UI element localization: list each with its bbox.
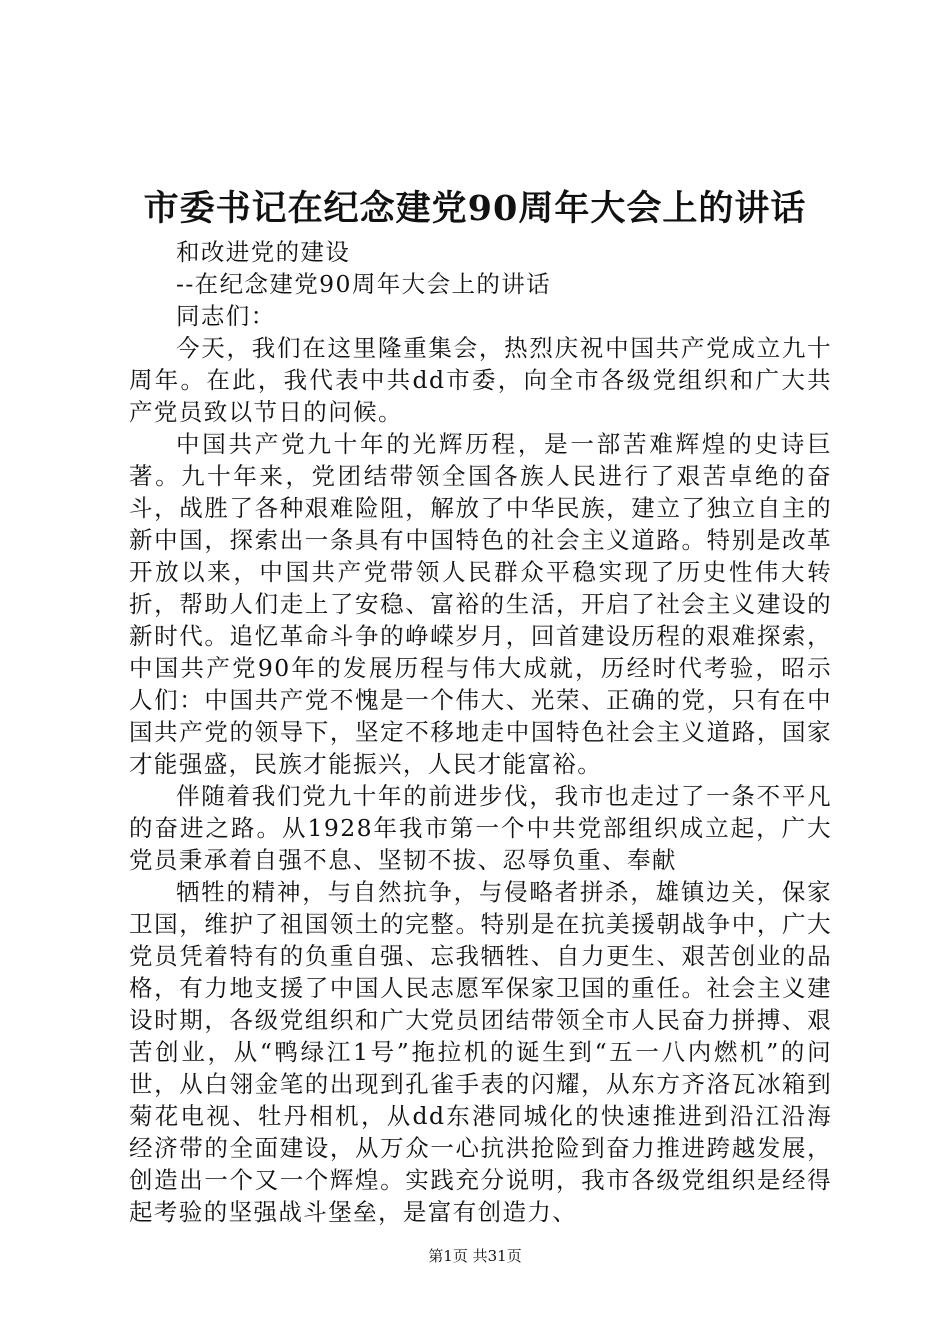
- page-total: 共31页: [472, 1247, 522, 1265]
- document-title: 市委书记在纪念建党90周年大会上的讲话: [143, 188, 807, 229]
- paragraph: 今天，我们在这里隆重集会，热烈庆祝中国共产党成立九十周年。在此，我代表中共dd市委，向全市各级党组织和广大共产党员致以节日的问候。: [129, 334, 832, 426]
- document-body: [129, 236, 832, 1228]
- paragraph: 伴随着我们党九十年的前进步伐，我市也走过了一条不平凡的奋进之路。从1928年我市第一个中共党部组织成立起，广大党员秉承着自强不息、坚韧不拔、忍辱负重、奉献: [129, 782, 832, 874]
- paragraph: 和改进党的建设: [176, 238, 351, 266]
- paragraph: 牺牲的精神，与自然抗争，与侵略者拼杀，雄镇边关，保家卫国，维护了祖国领土的完整。特别是在抗美援朝战争中，广大党员凭着特有的负重自强、忘我牺牲、自力更生、艰苦创业的品格，有力地支援了中国人民志愿军保家卫国的重任。社会主义建设时期，各级党组织和广大党员团结带领全市人民奋力拼搏、艰苦创业，从“鸭绿江1号”拖拉机的诞生到“五一八内燃机”的问世，从白翎金笔的出现到孔雀手表的闪耀，从东方齐洛瓦冰箱到菊花电视、牡丹相机，从dd东港同城化的快速推进到沿江沿海经济带的全面建设，从万众一心抗洪抢险到奋力推进跨越发展，创造出一个又一个辉煌。实践充分说明，我市各级党组织是经得起考验的坚强战斗堡垒，是富有创造力、: [129, 878, 832, 1226]
- paragraph: 同志们：: [176, 302, 276, 330]
- paragraph: --在纪念建党90周年大会上的讲话: [176, 270, 552, 298]
- paragraph: 中国共产党九十年的光辉历程，是一部苦难辉煌的史诗巨著。九十年来，党团结带领全国各族人民进行了艰苦卓绝的奋斗，战胜了各种艰难险阻，解放了中华民族，建立了独立自主的新中国，探索出一条具有中国特色的社会主义道路。特别是改革开放以来，中国共产党带领人民群众平稳实现了历史性伟大转折，帮助人们走上了安稳、富裕的生活，开启了社会主义建设的新时代。追忆革命斗争的峥嵘岁月，回首建设历程的艰难探索，中国共产党90年的发展历程与伟大成就，历经时代考验，昭示人们：中国共产党不愧是一个伟大、光荣、正确的党，只有在中国共产党的领导下，坚定不移地走中国特色社会主义道路，国家才能强盛，民族才能振兴，人民才能富裕。: [129, 430, 832, 778]
- page-footer: [0, 1245, 950, 1267]
- page-number: 第1页: [428, 1247, 468, 1265]
